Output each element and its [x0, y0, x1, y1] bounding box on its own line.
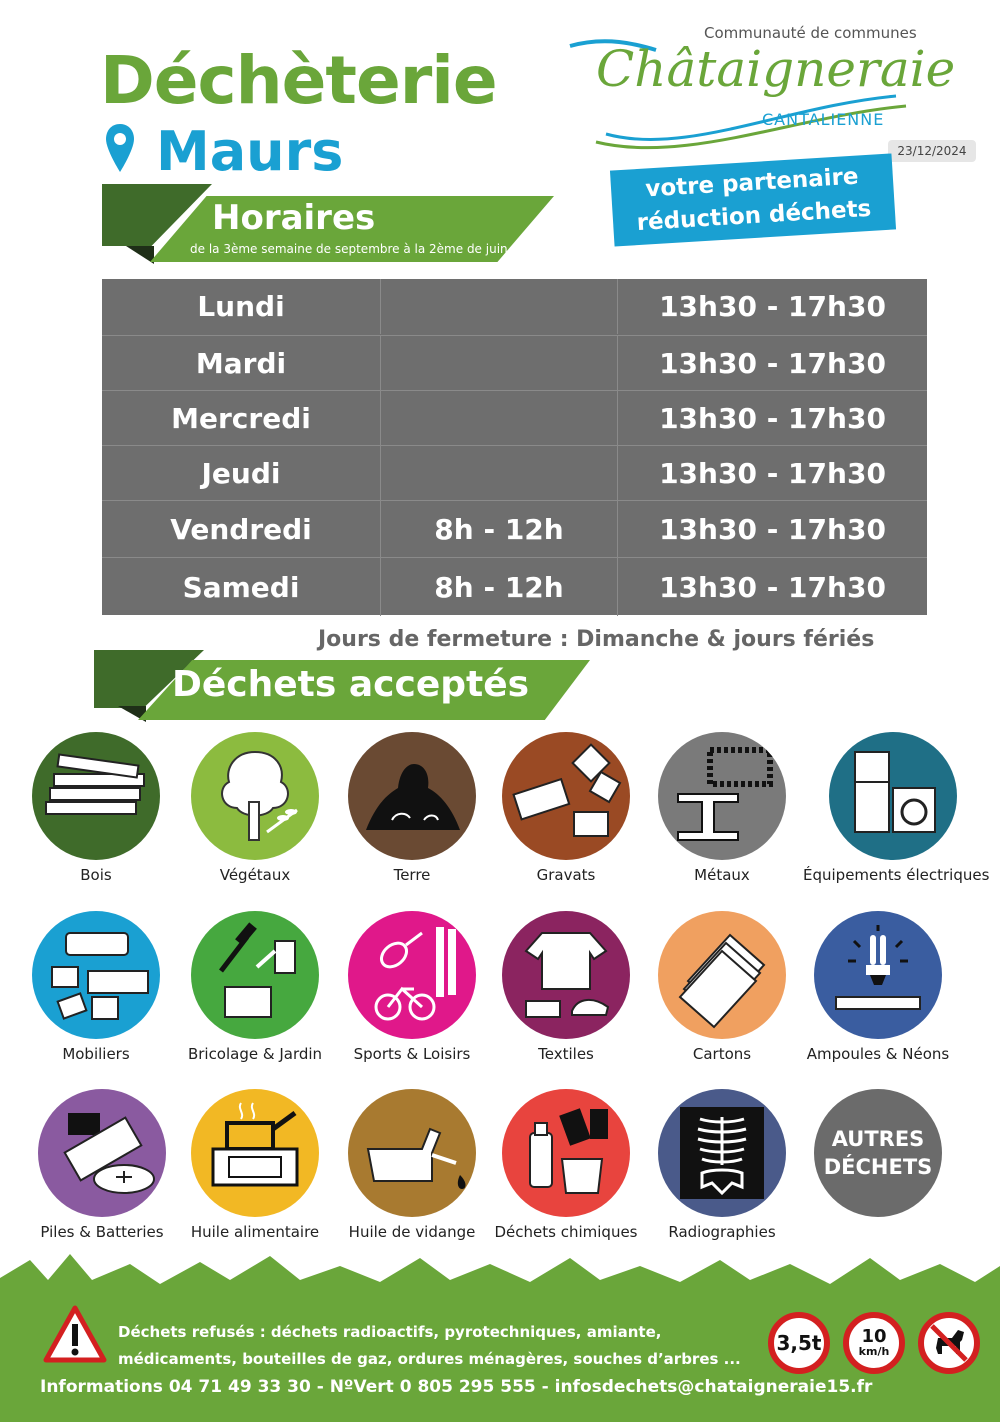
weight-limit-value: 3,5t — [776, 1331, 822, 1355]
waste-item-chemicals — [481, 1089, 651, 1241]
waste-item-cardboard — [637, 911, 807, 1063]
waste-item-electrical — [803, 732, 990, 884]
waste-item-furniture — [11, 911, 181, 1063]
hours-subtitle: de la 3ème semaine de septembre à la 2ème de juin — [190, 242, 508, 256]
no-dogs-icon — [924, 1318, 974, 1368]
oil-can-icon — [348, 1089, 476, 1217]
waste-label: Bois — [80, 866, 112, 884]
waste-label: Sports & Loisirs — [353, 1045, 471, 1063]
schedule-table — [102, 279, 927, 615]
waste-item-metals — [637, 732, 807, 884]
slogan-box — [610, 153, 896, 246]
afternoon-cell: 13h30 - 17h30 — [659, 512, 886, 546]
waste-label: Mobiliers — [62, 1045, 130, 1063]
xray-icon — [658, 1089, 786, 1217]
schedule-row — [102, 557, 927, 616]
waste-item-diy-garden — [170, 911, 340, 1063]
waste-label: Végétaux — [219, 866, 291, 884]
furniture-icon — [32, 911, 160, 1039]
hours-title: Horaires — [212, 198, 376, 238]
page-title: Déchèterie — [100, 42, 497, 119]
waste-label: Déchets chimiques — [494, 1223, 638, 1241]
weight-limit-sign — [768, 1312, 830, 1374]
morning-cell — [381, 446, 618, 500]
speed-limit-value: 10 — [861, 1326, 887, 1347]
waste-item-bulbs — [793, 911, 963, 1063]
appliances-icon — [829, 732, 957, 860]
waste-item-soil — [327, 732, 497, 884]
waste-label: Ampoules & Néons — [806, 1045, 950, 1063]
waste-label: Bricolage & Jardin — [187, 1045, 323, 1063]
waste-label: Huile de vidange — [348, 1223, 476, 1241]
day-cell: Mardi — [102, 336, 381, 390]
tree-icon — [191, 732, 319, 860]
schedule-row — [102, 335, 927, 390]
day-cell: Jeudi — [102, 446, 381, 500]
slogan-line-1: votre partenaire — [644, 163, 860, 203]
morning-cell — [381, 336, 618, 390]
schedule-row — [102, 500, 927, 557]
morning-cell — [381, 279, 618, 334]
cardboard-icon — [658, 911, 786, 1039]
refused-waste-line-1: Déchets refusés : déchets radioactifs, pyrotechniques, amiante, — [118, 1323, 662, 1341]
waste-item-motor-oil — [327, 1089, 497, 1241]
schedule-row — [102, 445, 927, 500]
slogan-line-2: réduction déchets — [635, 195, 872, 237]
location-pin-icon — [104, 122, 136, 176]
waste-label: Huile alimentaire — [190, 1223, 320, 1241]
textiles-icon — [502, 911, 630, 1039]
logo-top-text: Communauté de communes — [704, 24, 917, 42]
closure-days: Jours de fermeture : Dimanche & jours fériés — [318, 627, 875, 652]
no-dogs-sign — [918, 1312, 980, 1374]
logo-sub-text: CANTALIENNE — [762, 110, 885, 129]
schedule-row — [102, 390, 927, 445]
tools-icon — [191, 911, 319, 1039]
speed-limit-unit: km/h — [858, 1345, 890, 1358]
contact-info: Informations 04 71 49 33 30 - NºVert 0 805 295 555 - infosdechets@chataigneraie15.fr — [40, 1377, 873, 1397]
battery-icon — [38, 1089, 166, 1217]
city-name: Maurs — [156, 120, 344, 183]
waste-label: Métaux — [694, 866, 750, 884]
morning-cell: 8h - 12h — [381, 501, 618, 557]
fryer-icon — [191, 1089, 319, 1217]
waste-label: Radiographies — [668, 1223, 776, 1241]
waste-item-cooking-oil — [170, 1089, 340, 1241]
day-cell: Lundi — [102, 279, 381, 334]
schedule-row — [102, 279, 927, 334]
waste-item-other — [793, 1089, 963, 1217]
waste-item-batteries — [17, 1089, 187, 1241]
afternoon-cell: 13h30 - 17h30 — [659, 570, 886, 604]
afternoon-cell: 13h30 - 17h30 — [659, 346, 886, 380]
waste-label: Piles & Batteries — [40, 1223, 164, 1241]
warning-icon — [42, 1304, 108, 1364]
day-cell: Vendredi — [102, 501, 381, 557]
waste-item-sports — [327, 911, 497, 1063]
waste-label: Cartons — [692, 1045, 752, 1063]
waste-label: Gravats — [536, 866, 596, 884]
waste-item-xray — [637, 1089, 807, 1241]
waste-item-textiles — [481, 911, 651, 1063]
logo-main-text: Châtaigneraie — [596, 40, 956, 98]
waste-item-wood — [11, 732, 181, 884]
waste-item-plants — [170, 732, 340, 884]
wood-planks-icon — [32, 732, 160, 860]
afternoon-cell: 13h30 - 17h30 — [659, 401, 886, 435]
hours-banner-shadow — [126, 246, 154, 264]
metal-beam-icon — [658, 732, 786, 860]
date-badge: 23/12/2024 — [888, 140, 976, 162]
speed-limit-sign — [843, 1312, 905, 1374]
waste-label: Terre — [393, 866, 431, 884]
morning-cell: 8h - 12h — [381, 558, 618, 616]
other-waste-circle — [814, 1089, 942, 1217]
accepted-title: Déchets acceptés — [172, 664, 530, 705]
other-waste-text — [814, 1089, 942, 1217]
afternoon-cell: 13h30 - 17h30 — [659, 290, 886, 323]
other-waste-line-1: AUTRES — [831, 1127, 925, 1151]
rubble-icon — [502, 732, 630, 860]
lightbulb-icon — [814, 911, 942, 1039]
morning-cell — [381, 391, 618, 445]
chemicals-icon — [502, 1089, 630, 1217]
refused-waste-line-2: médicaments, bouteilles de gaz, ordures ménagères, souches d’arbres ... — [118, 1350, 741, 1368]
waste-label: Équipements électriques — [803, 866, 990, 884]
other-waste-line-2: DÉCHETS — [823, 1155, 933, 1179]
sports-icon — [348, 911, 476, 1039]
day-cell: Samedi — [102, 558, 381, 616]
afternoon-cell: 13h30 - 17h30 — [659, 456, 886, 490]
waste-label: Textiles — [538, 1045, 594, 1063]
soil-pile-icon — [348, 732, 476, 860]
day-cell: Mercredi — [102, 391, 381, 445]
waste-item-rubble — [481, 732, 651, 884]
